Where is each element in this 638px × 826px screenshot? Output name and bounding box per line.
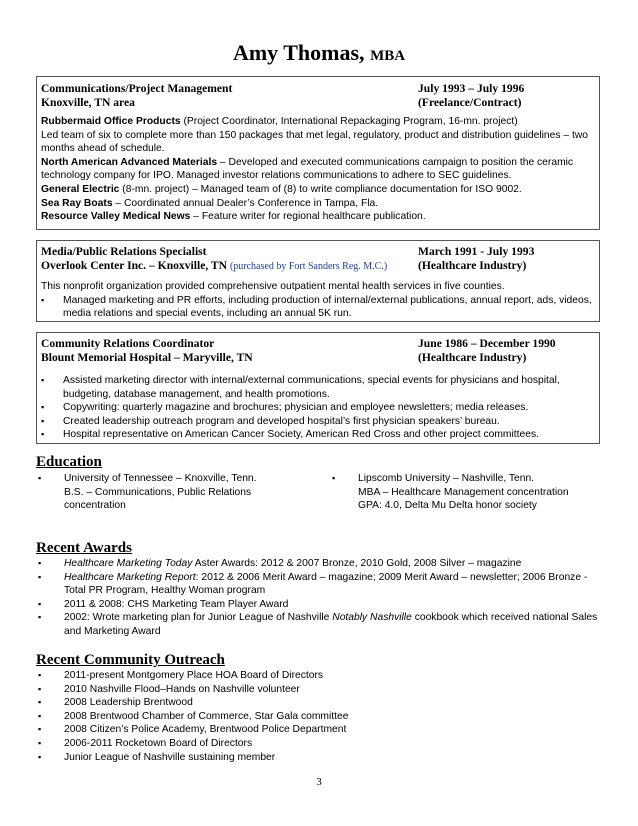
credential-text: MBA	[370, 48, 406, 64]
job-description-line	[41, 183, 595, 197]
job-bullets	[37, 294, 599, 321]
job-location: Overlook Center Inc. – Knoxville, TN	[41, 259, 228, 272]
employer-name: General Electric	[41, 183, 120, 195]
bullet-item: ▪ Hospital representative on American Cancer Society, American Red Cross and other project committees.	[37, 428, 599, 442]
award-text: cookbook which received national Sales and Marketing Award	[64, 612, 598, 637]
award-item	[36, 598, 606, 612]
job-location-wrap	[41, 259, 387, 274]
education-heading: Education	[36, 454, 102, 470]
job-section-3	[36, 332, 600, 444]
job-type: (Healthcare Industry)	[418, 351, 527, 364]
job-type: (Freelance/Contract)	[418, 96, 522, 109]
description-text: Led team of six to complete more than 150 packages that met legal, regulatory, product and distribution guidelines – two months ahead of schedule.	[41, 129, 589, 155]
job-description-line	[41, 197, 595, 211]
bullet-item: ▪ Copywriting: quarterly magazine and brochures; physician and employee newsletters; media releases.	[37, 401, 599, 415]
outreach-item: ▪ 2010 Nashville Flood–Hands on Nashville volunteer	[36, 683, 606, 697]
job-location-row	[37, 96, 599, 110]
job-description-line	[41, 129, 595, 156]
job-title: Communications/Project Management	[41, 82, 233, 95]
award-text: 2011 & 2008: CHS Marketing Team Player Award	[64, 598, 289, 610]
job-description-line	[41, 156, 595, 183]
awards-list	[36, 557, 606, 639]
page-number: 3	[316, 776, 322, 788]
education-right	[330, 472, 606, 513]
outreach-item: ▪ 2011-present Montgomery Place HOA Board of Directors	[36, 669, 606, 683]
bullet-item: ▪ Managed marketing and PR efforts, including production of internal/external publications, annual report, ads, videos, media relations and special events, including an annual 5K run.	[37, 294, 599, 321]
award-item	[36, 557, 606, 571]
employer-name: North American Advanced Materials	[41, 156, 218, 168]
bullet-item: ▪ Created leadership outreach program and developed hospital’s first physician speakers’ bureau.	[37, 415, 599, 429]
outreach-list	[36, 669, 606, 764]
employer-name: Resource Valley Medical News	[41, 211, 191, 223]
award-item	[36, 571, 606, 598]
job-header-row	[37, 245, 599, 259]
awards-section	[36, 557, 606, 639]
edu-line: MBA – Healthcare Management concentration	[358, 486, 569, 498]
name-text: Amy Thomas,	[232, 40, 365, 65]
award-item	[36, 611, 606, 638]
job-header-row	[37, 337, 599, 351]
job-title: Community Relations Coordinator	[41, 337, 215, 350]
job-description-line	[41, 115, 595, 129]
outreach-item: ▪ 2006-2011 Rocketown Board of Directors	[36, 737, 606, 751]
description-text: – Coordinated annual Dealer’s Conference in Tampa, Fla.	[112, 197, 379, 209]
job-header-row	[37, 82, 599, 96]
job-intro: This nonprofit organization provided comprehensive outpatient mental health services in five counties.	[41, 281, 505, 292]
job-title: Media/Public Relations Specialist	[41, 245, 207, 258]
job-dates: June 1986 – December 1990	[418, 337, 556, 350]
bullet-item: ▪ Assisted marketing director with internal/external communications, special events for physicians and hospital, budgeting, database management, and health promotions.	[37, 374, 599, 401]
job-dates: March 1991 - July 1993	[418, 245, 535, 258]
job-location: Blount Memorial Hospital – Maryville, TN	[41, 351, 253, 364]
edu-line: University of Tennessee – Knoxville, Tenn.	[64, 473, 257, 484]
outreach-item: ▪ 2008 Leadership Brentwood	[36, 696, 606, 710]
award-publication: Healthcare Marketing Report	[64, 571, 196, 583]
employer-name: Rubbermaid Office Products	[41, 116, 181, 127]
job-location-row	[37, 259, 599, 273]
job-section-1	[36, 76, 600, 230]
job-dates: July 1993 – July 1996	[418, 82, 525, 95]
award-text: : 2012 & 2006 Merit Award – magazine; 2009 Merit Award – newsletter; 2006 Bronze - Total PR Program, Healthy Woman program	[64, 571, 588, 597]
job-location-note: (purchased by Fort Sanders Reg. M.C.)	[229, 261, 388, 272]
outreach-item: ▪ Junior League of Nashville sustaining member	[36, 751, 606, 765]
outreach-heading: Recent Community Outreach	[36, 652, 225, 668]
edu-line: Lipscomb University – Nashville, Tenn.	[358, 473, 535, 484]
job-location: Knoxville, TN area	[41, 96, 135, 109]
description-text: – Developed and executed communications campaign to position the ceramic technology company for IPO. Managed investor relations communications to adhere to SEC guidelines.	[41, 156, 574, 182]
edu-line: GPA: 4.0, Delta Mu Delta honor society	[358, 500, 537, 512]
outreach-item: ▪ 2008 Citizen’s Police Academy, Brentwood Police Department	[36, 723, 606, 737]
job-location-row	[37, 351, 599, 365]
award-text: 2002: Wrote marketing plan for Junior League of Nashville	[64, 612, 333, 624]
description-text: (8-mn. project) – Managed team of (8) to write compliance documentation for ISO 9002.	[119, 183, 522, 195]
awards-heading: Recent Awards	[36, 540, 132, 556]
job-section-2	[36, 240, 600, 322]
edu-line: B.S. – Communications, Public Relations	[64, 486, 252, 498]
award-publication: Notably Nashville	[332, 612, 412, 624]
award-text: Aster Awards: 2012 & 2007 Bronze, 2010 Gold, 2008 Silver – magazine	[192, 558, 522, 569]
job-description	[37, 115, 599, 224]
job-bullets	[37, 374, 599, 442]
edu-line: concentration	[64, 500, 126, 512]
description-text: – Feature writer for regional healthcare publication.	[190, 211, 426, 223]
education-right-item	[330, 472, 606, 513]
job-type: (Healthcare Industry)	[418, 259, 527, 272]
resume-name	[0, 40, 638, 69]
outreach-item: ▪ 2008 Brentwood Chamber of Commerce, Star Gala committee	[36, 710, 606, 724]
job-description-line	[41, 210, 595, 224]
award-publication: Healthcare Marketing Today	[64, 558, 193, 569]
education-left	[36, 472, 326, 513]
outreach-section	[36, 669, 606, 764]
education-left-item	[36, 472, 326, 513]
description-text: (Project Coordinator, International Repackaging Program, 16-mn. project)	[180, 116, 518, 127]
employer-name: Sea Ray Boats	[41, 197, 113, 209]
